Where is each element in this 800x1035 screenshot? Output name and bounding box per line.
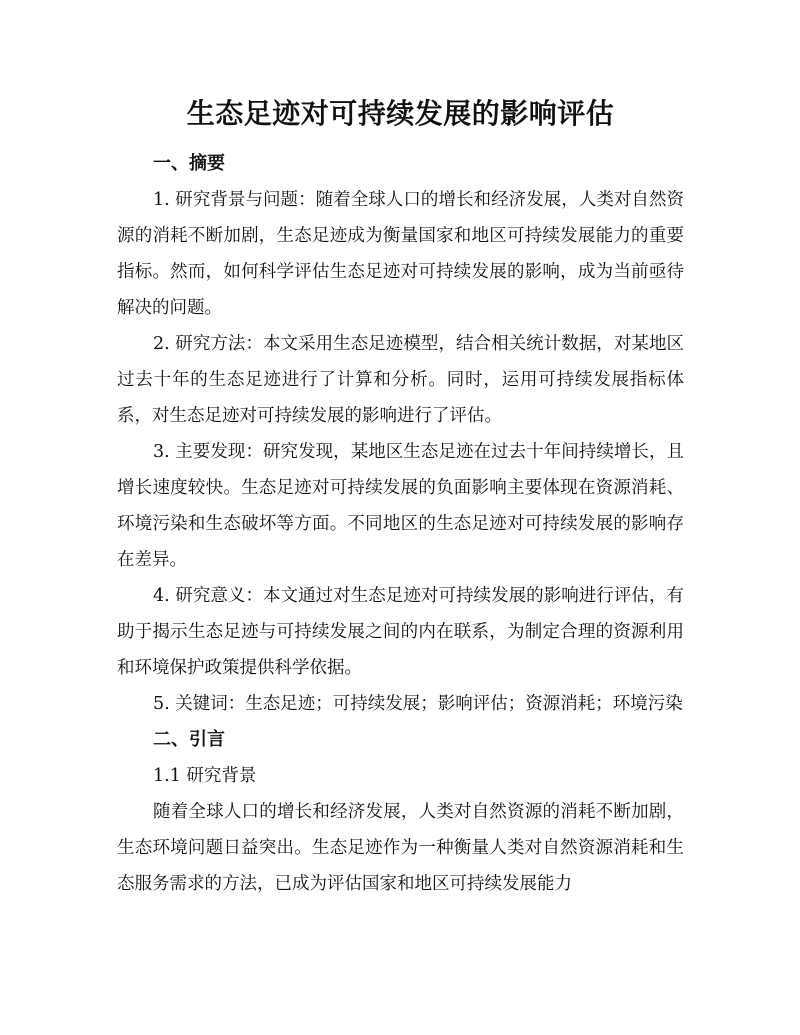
introduction-paragraph-1: 随着全球人口的增长和经济发展，人类对自然资源的消耗不断加剧，生态环境问题日益突出。生态足迹作为一种衡量人类对自然资源消耗和生态服务需求的方法，已成为评估国家和地区可持续发展能力 — [117, 802, 684, 894]
abstract-paragraph-2: 2. 研究方法：本文采用生态足迹模型，结合相关统计数据，对某地区过去十年的生态足迹进行了计算和分析。同时，运用可持续发展指标体系，对生态足迹对可持续发展的影响进行了评估。 — [117, 334, 684, 426]
section-heading-introduction: 二、引言 — [153, 729, 225, 750]
abstract-keywords: 5. 关键词：生态足迹；可持续发展；影响评估；资源消耗；环境污染 — [153, 694, 683, 714]
abstract-paragraph-4: 4. 研究意义：本文通过对生态足迹对可持续发展的影响进行评估，有助于揭示生态足迹与可持续发展之间的内在联系，为制定合理的资源利用和环境保护政策提供科学依据。 — [117, 586, 684, 678]
subsection-heading-background: 1.1 研究背景 — [153, 766, 257, 786]
abstract-paragraph-3: 3. 主要发现：研究发现，某地区生态足迹在过去十年间持续增长，且增长速度较快。生态足迹对可持续发展的负面影响主要体现在资源消耗、环境污染和生态破坏等方面。不同地区的生态足迹对可持续发展的影响存在差异。 — [117, 442, 684, 570]
document-title: 生态足迹对可持续发展的影响评估 — [186, 97, 615, 130]
section-heading-abstract: 一、摘要 — [153, 153, 225, 174]
abstract-paragraph-1: 1. 研究背景与问题：随着全球人口的增长和经济发展，人类对自然资源的消耗不断加剧，生态足迹成为衡量国家和地区可持续发展能力的重要指标。然而，如何科学评估生态足迹对可持续发展的影响，成为当前亟待解决的问题。 — [117, 190, 684, 318]
